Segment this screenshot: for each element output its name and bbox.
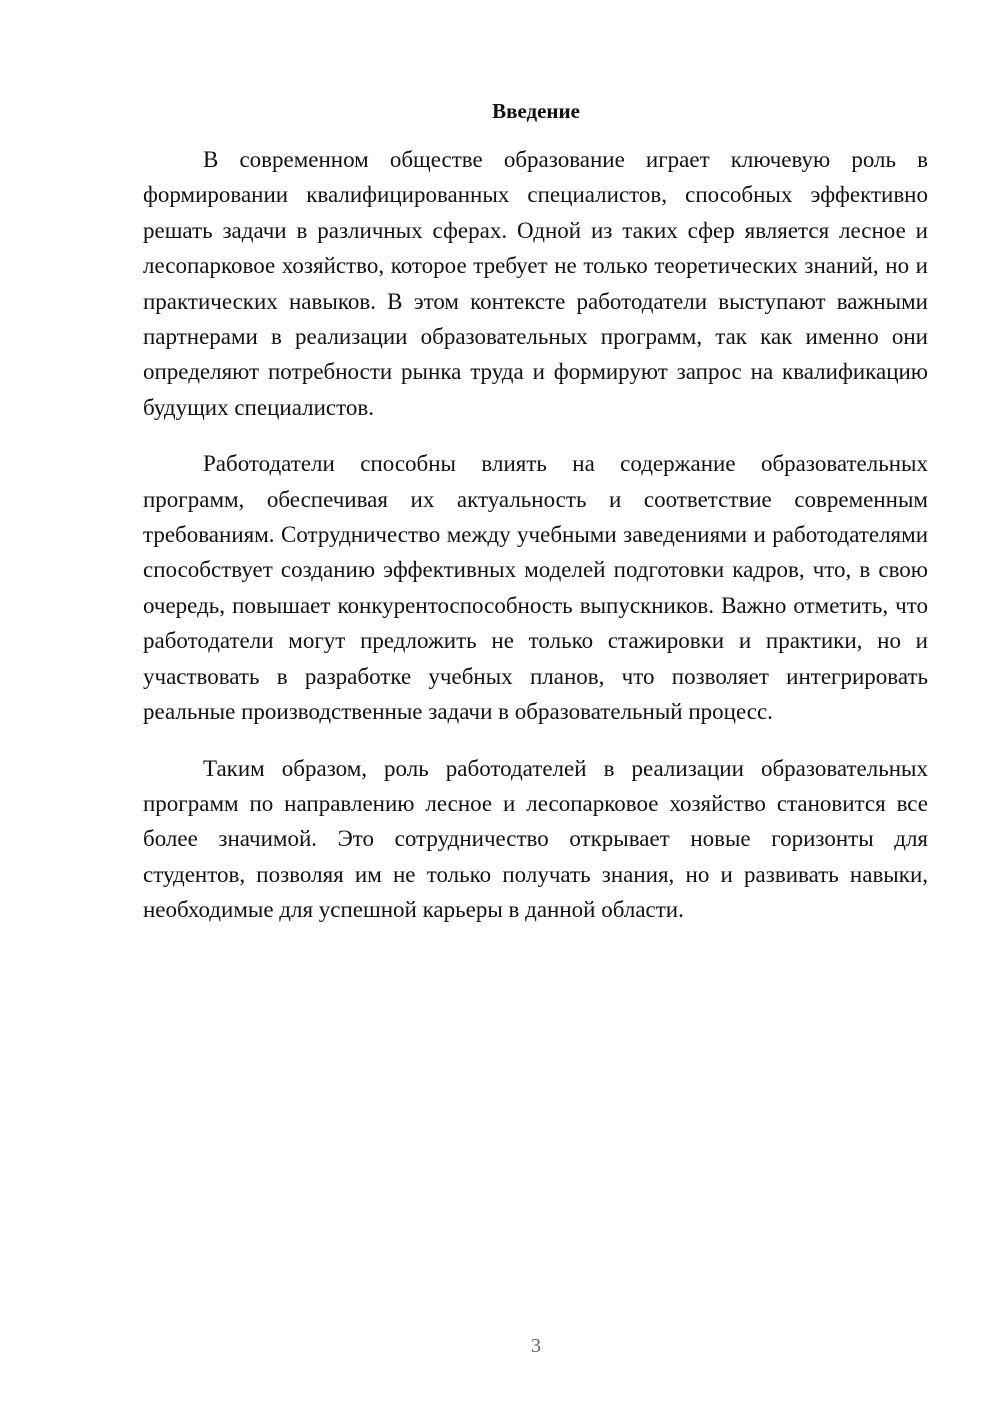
page-heading: Введение [492,99,580,123]
paragraph-1: В современном обществе образование играет ключевую роль в формировании квалифицированных специалистов, способных эффективно решать задачи в различных сферах. Одной из таких сфер является лесное и лесопарковое хозяйство, которое требует не только теоретических знаний, но и практических навыков. В этом контексте работодатели выступают важными партнерами в реализации образовательных программ, так как именно они определяют потребности рынка труда и формируют запрос на квалификацию будущих специалистов. [143,147,928,420]
paragraph-2: Работодатели способны влиять на содержание образовательных программ, обеспечивая их актуальность и соответствие современным требованиям. Сотрудничество между учебными заведениями и работодателями способствует созданию эффективных моделей подготовки кадров, что, в свою очередь, повышает конкурентоспособность выпускников. Важно отметить, что работодатели могут предложить не только стажировки и практики, но и участвовать в разработке учебных планов, что позволяет интегрировать реальные производственные задачи в образовательный процесс. [143,451,928,725]
body-text [143,142,928,949]
paragraph-3: Таким образом, роль работодателей в реализации образовательных программ по направлению лесное и лесопарковое хозяйство становится все более значимой. Это сотрудничество открывает новые горизонты для студентов, позволяя им не только получать знания, но и развивать навыки, необходимые для успешной карьеры в данной области. [143,755,928,923]
page-number: 3 [531,1335,541,1357]
